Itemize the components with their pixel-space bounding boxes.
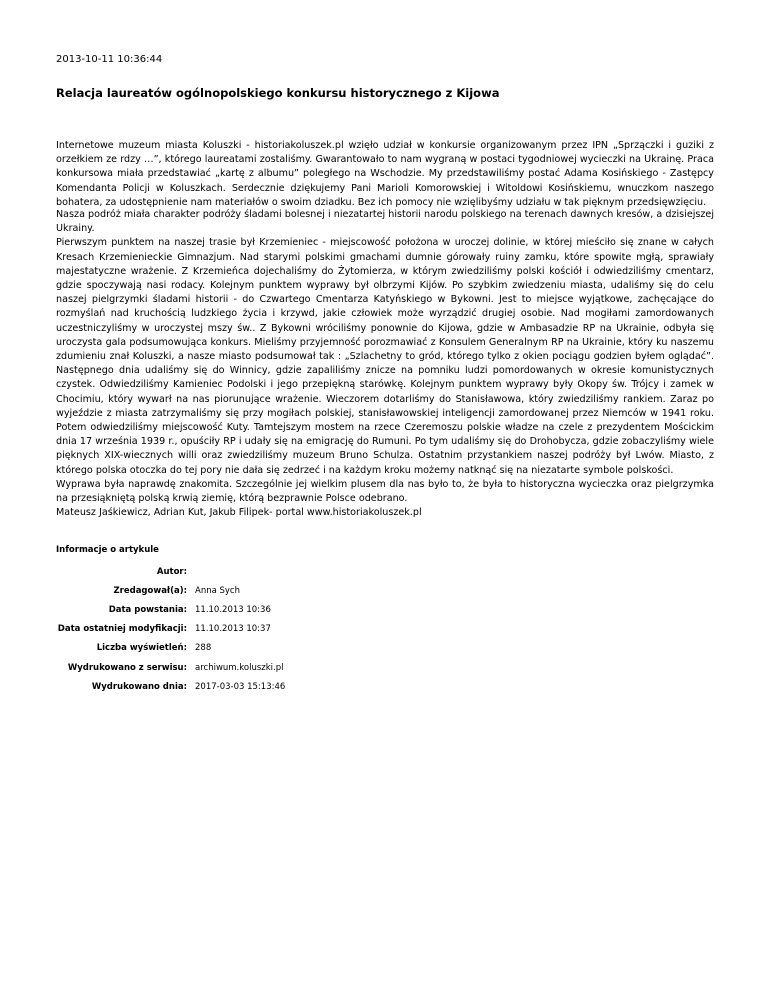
info-row-created [56, 600, 285, 619]
article-intro: Internetowe muzeum miasta Koluszki - historiakoluszek.pl wzięło udział w konkursie organizowanym przez IPN „Sprzączki i guziki z orzełkiem ze rdzy …”, którego laureatami zostaliśmy. Gwarantowało to nam wygraną w postaci tygodniowej wycieczki na Ukrainę. Praca konkursowa miała przedstawiać „kartę z albumu” poległego na Wschodzie. My przedstawiliśmy postać Adama Kosińskiego - Zastępcy Komendanta Policji w Koluszkach. Serdecznie dziękujemy Pani Marioli Komorowskiej i Witoldowi Kosińskiemu, wnuczkom naszego bohatera, za udostępnienie nam materiałów o swoim dziadku. Bez ich pomocy nie wzięlibyśmy udziału w tak pięknym przedsięwzięciu. [56, 140, 714, 208]
print-timestamp: 2013-10-11 10:36:44 [56, 54, 163, 65]
article-body [56, 208, 714, 520]
info-label: Liczba wyświetleń: [96, 643, 187, 654]
info-value: archiwum.koluszki.pl [195, 662, 284, 673]
info-label: Wydrukowano z serwisu: [67, 662, 187, 673]
article-paragraph: Pierwszym punktem na naszej trasie był Krzemieniec - miejscowość położona w uroczej dolinie, w której mieściło się znane w całych Kresach Krzemienieckie Gimnazjum. Nad starymi polskimi gmachami dumnie górowały ruiny zamku, które spowite mgłą, sprawiały majestatyczne wrażenie. Z Krzemieńca dojechaliśmy do Żytomierza, w którym zwiedziliśmy polski kościół i odwiedziliśmy cmentarz, gdzie spoczywają nasi rodacy. Kolejnym punktem wyprawy był olbrzymi Kijów. Po szybkim zwiedzeniu miasta, udaliśmy się do celu naszej pielgrzymki śladami historii - do Czwartego Cmentarza Katyńskiego w Bykowni. Jest to miejsce wyjątkowe, zachęcające do rozmyślań nad kruchością ludzkiego życia i krzywd, jakie człowiek może wyrządzić drugiej osobie. Nad mogiłami zamordowanych uczestniczyliśmy w uroczystej mszy św.. Z Bykowni wróciliśmy ponownie do Kijowa, gdzie w Ambasadzie RP na Ukrainie, odbyła się uroczysta gala podsumowująca konkurs. Mieliśmy przyjemność porozmawiać z Konsulem Generalnym RP na Ukrainie, który ku naszemu zdumieniu znał Koluszki, a nasze miasto podsumował tak : „Szlachetny to gród, którego tylko z okien pociągu godzien byłem oglądać”. Następnego dnia udaliśmy się do Winnicy, gdzie zapaliliśmy znicze na pomniku ludzi pomordowanych w okresie komunistycznych czystek. Odwiedziliśmy Kamieniec Podolski i jego przepiękną starówkę. Kolejnym punktem wyprawy były Okopy św. Trójcy i zamek w Chocimiu, który wywarł na nas piorunujące wrażenie. Wieczorem dotarliśmy do Stanisławowa, który zwiedziliśmy rankiem. Zaraz po wyjeździe z miasta zatrzymaliśmy się przy mogiłach polskiej, stanisławowskiej inteligencji zamordowanej przez Niemców w 1941 roku. Potem odwiedziliśmy miejscowość Kuty. Tamtejszym mostem na rzece Czeremoszu polskie władze na czele z prezydentem Mościckim dnia 17 września 1939 r., opuściły RP i udały się na emigrację do Rumuni. Po tym udaliśmy się do Drohobycza, gdzie zobaczyliśmy wiele pięknych XIX-wiecznych willi oraz zwiedziliśmy muzeum Bruno Schulza. Ostatnim przystankiem naszej podróży był Lwów. Miasto, z którego polska otoczka do tej pory nie dała się zedrzeć i na każdym kroku możemy natknąć się na niezatarte symbole polskości. [56, 237, 714, 476]
info-row-author [56, 562, 285, 581]
info-value: 11.10.2013 10:37 [195, 624, 271, 635]
info-value: 288 [195, 643, 212, 654]
info-label: Data powstania: [108, 604, 187, 615]
info-value: 11.10.2013 10:36 [195, 604, 271, 615]
article-paragraph: Wyprawa była naprawdę znakomita. Szczególnie jej wielkim plusem dla nas było to, że była to historyczna wycieczka oraz pielgrzymka na przesiąkniętą polską krwią ziemię, którą bezprawnie Polsce odebrano. [56, 478, 714, 505]
info-row-modified [56, 620, 285, 639]
info-row-editor [56, 581, 285, 600]
article-signature: Mateusz Jaśkiewicz, Adrian Kut, Jakub Filipek- portal www.historiakoluszek.pl [56, 507, 422, 519]
article-info-table [56, 562, 285, 696]
info-value [195, 562, 285, 581]
article-title: Relacja laureatów ogólnopolskiego konkursu historycznego z Kijowa [56, 86, 500, 100]
info-label: Autor: [156, 566, 187, 577]
info-label: Data ostatniej modyfikacji: [57, 624, 187, 635]
info-row-printed-date [56, 677, 285, 696]
article-paragraph: Nasza podróż miała charakter podróży śladami bolesnej i niezatartej historii narodu polskiego na terenach dawnych kresów, a dzisiejszej Ukrainy. [56, 209, 714, 235]
info-value: Anna Sych [195, 585, 240, 596]
info-value: 2017-03-03 15:13:46 [195, 681, 286, 692]
info-row-printed-from [56, 658, 285, 677]
info-label: Zredagował(a): [113, 585, 187, 596]
article-info-heading: Informacje o artykule [56, 545, 159, 555]
info-label: Wydrukowano dnia: [91, 681, 187, 692]
info-row-views [56, 639, 285, 658]
